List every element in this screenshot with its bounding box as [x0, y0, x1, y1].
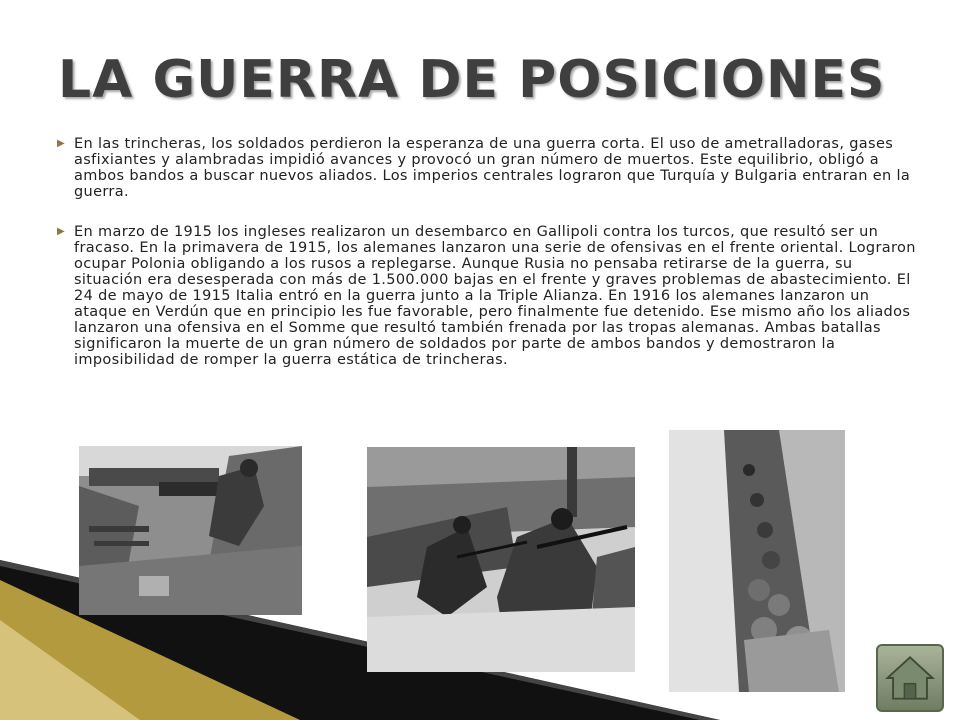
- bullet-text: En las trincheras, los soldados perdieron la esperanza de una guerra corta. El uso de ametralladoras, gases asfixiantes y alambradas impidió avances y provocó un gran número de muertos. Este equilibrio, obligó a ambos bandos a buscar nuevos aliados. Los imperios centrales lograron que Turquía y Bulgaria entraran en la guerra.: [74, 136, 911, 200]
- bullet-item: [56, 136, 922, 200]
- soldiers-in-trench-photo: [669, 430, 845, 692]
- bullet-list: [56, 136, 922, 368]
- bullet-text: En marzo de 1915 los ingleses realizaron un desembarco en Gallipoli contra los turcos, que resultó ser un fracaso. En la primavera de 1915, los alemanes lanzaron una serie de ofensivas en el frente oriental. Lograron ocupar Polonia obligando a los rusos a replegarse. Aunque Rusia no pensaba retirarse de la guerra, su situación era desesperada con más de 1.500.000 bajas en el frente y graves problemas de abastecimiento. El 24 de mayo de 1915 Italia entró en la guerra junto a la Triple Alianza. En 1916 los alemanes lanzaron un ataque en Verdún que en principio les fue favorable, pero finalmente fue detenido. Ese mismo año los aliados lanzaron una ofensiva en el Somme que resultó también frenada por las tropas alemanas. Ambas batallas significaron la muerte de un gran número de soldados por parte de ambos bandos y demostraron la imposibilidad de romper la guerra estática de trincheras.: [74, 224, 916, 368]
- home-button[interactable]: [876, 644, 944, 712]
- home-icon: [878, 646, 942, 710]
- triangle-right-icon: ▶: [57, 226, 66, 237]
- trench-soldier-photo: [79, 446, 302, 615]
- slide-title: LA GUERRA DE POSICIONES: [58, 50, 886, 110]
- bullet-item: [56, 224, 922, 368]
- triangle-right-icon: ▶: [57, 138, 66, 149]
- soldiers-firing-rifles-photo: [367, 447, 635, 672]
